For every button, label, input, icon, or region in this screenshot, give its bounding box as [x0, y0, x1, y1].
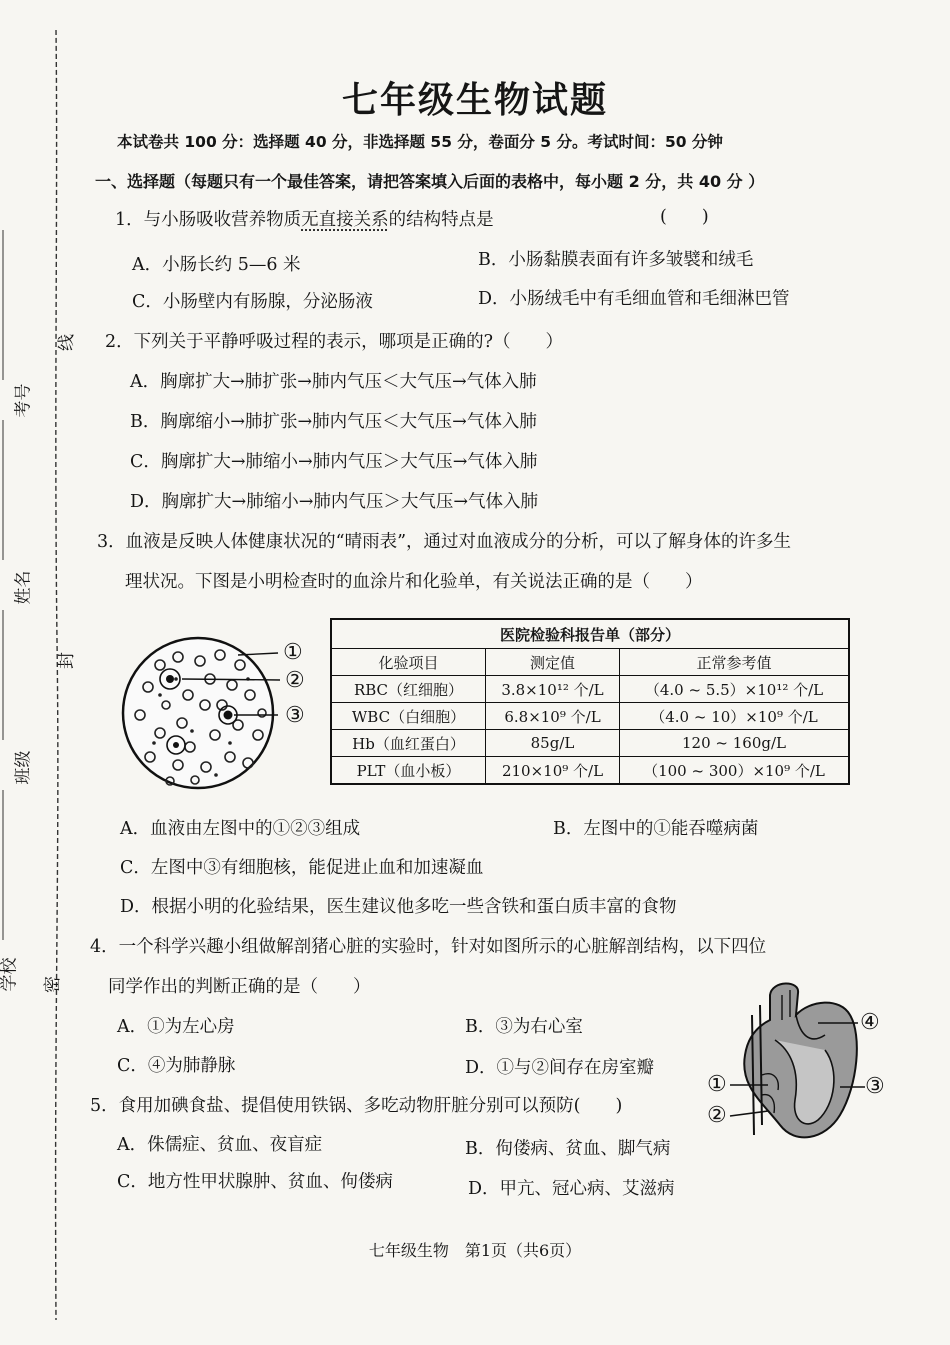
cell: 210×10⁹ 个/L — [486, 757, 620, 785]
binding-line — [0, 0, 90, 1345]
question-3-stem-line2: 理状况。下图是小明检查时的血涂片和化验单，有关说法正确的是（ ） — [125, 572, 703, 592]
seal-mi-mark: 密 — [43, 976, 63, 993]
q2-option-d: D．胸廓扩大→肺缩小→肺内气压＞大气压→气体入肺 — [130, 492, 539, 512]
page-footer: 七年级生物 第1页（共6页） — [368, 1241, 582, 1260]
heart-label-2: ② — [707, 1103, 727, 1128]
table-row — [331, 703, 849, 730]
cell: 6.8×10⁹ 个/L — [486, 703, 620, 730]
cell: （4.0 ~ 10）×10⁹ 个/L — [620, 703, 850, 730]
q5-option-a: A．侏儒症、贫血、夜盲症 — [117, 1135, 323, 1155]
page-title: 七年级生物试题 — [341, 80, 608, 121]
heart-label-1: ① — [707, 1072, 727, 1097]
cell: （100 ~ 300）×10⁹ 个/L — [620, 757, 850, 785]
q3-option-d: D．根据小明的化验结果，医生建议他多吃一些含铁和蛋白质丰富的食物 — [120, 897, 677, 917]
seal-feng-mark: 封 — [57, 652, 77, 669]
smear-label-1: ① — [283, 640, 303, 665]
cell: Hb（血红蛋白） — [331, 730, 486, 757]
q5-option-c: C．地方性甲状腺肿、贫血、佝偻病 — [117, 1172, 393, 1192]
school-label: 学校 — [0, 957, 20, 992]
cell: 3.8×10¹² 个/L — [486, 676, 620, 703]
q2-option-a: A．胸廓扩大→肺扩张→肺内气压＜大气压→气体入肺 — [130, 372, 537, 392]
q4-option-a: A．①为左心房 — [117, 1017, 235, 1037]
cell: 120 ~ 160g/L — [620, 730, 850, 757]
table-row — [331, 676, 849, 703]
table-header-row — [331, 649, 849, 676]
header-value: 测定值 — [486, 649, 620, 676]
cell: PLT（血小板） — [331, 757, 486, 785]
report-caption: 医院检验科报告单（部分） — [331, 619, 849, 649]
smear-label-2: ② — [285, 668, 305, 693]
q5-option-d: D．甲亢、冠心病、艾滋病 — [468, 1179, 675, 1199]
q3-option-b: B．左图中的①能吞噬病菌 — [553, 819, 759, 839]
q3-option-a: A．血液由左图中的①②③组成 — [120, 819, 361, 839]
q2-option-c: C．胸廓扩大→肺缩小→肺内气压＞大气压→气体入肺 — [130, 452, 538, 472]
question-5-stem: 5．食用加碘食盐、提倡使用铁锅、多吃动物肝脏分别可以预防( ) — [90, 1096, 623, 1116]
class-label: 班级 — [13, 750, 34, 785]
q4-option-c: C．④为肺静脉 — [117, 1056, 236, 1076]
heart-label-3: ③ — [865, 1074, 885, 1099]
q1-option-d: D．小肠绒毛中有毛细血管和毛细淋巴管 — [478, 289, 790, 309]
q1-option-a: A．小肠长约 5—6 米 — [132, 255, 301, 275]
question-4-stem-line2: 同学作出的判断正确的是（ ） — [108, 977, 371, 997]
seal-line-mark: 线 — [57, 334, 77, 351]
q4-option-d: D．①与②间存在房室瓣 — [465, 1058, 655, 1078]
header-reference: 正常参考值 — [620, 649, 850, 676]
cell: RBC（红细胞） — [331, 676, 486, 703]
question-2-stem: 2．下列关于平静呼吸过程的表示，哪项是正确的?（ ） — [105, 332, 564, 352]
heart-label-4: ④ — [860, 1010, 880, 1035]
header-item: 化验项目 — [331, 649, 486, 676]
q1-option-b: B．小肠黏膜表面有许多皱襞和绒毛 — [478, 250, 754, 270]
q3-option-c: C．左图中③有细胞核，能促进止血和加速凝血 — [120, 858, 484, 878]
lab-report-table — [330, 618, 850, 785]
exam-number-label: 考号 — [13, 383, 34, 418]
cell: 85g/L — [486, 730, 620, 757]
name-label: 姓名 — [13, 570, 34, 605]
question-1-stem: 1．与小肠吸收营养物质无直接关系的结构特点是 — [115, 210, 494, 230]
question-3-stem-line1: 3．血液是反映人体健康状况的“晴雨表”，通过对血液成分的分析，可以了解身体的许多生 — [97, 532, 792, 552]
cell: WBC（白细胞） — [331, 703, 486, 730]
q2-option-b: B．胸廓缩小→肺扩张→肺内气压＜大气压→气体入肺 — [130, 412, 537, 432]
q4-option-b: B．③为右心室 — [465, 1017, 583, 1037]
q1-option-c: C．小肠壁内有肠腺，分泌肠液 — [132, 292, 373, 312]
cell: （4.0 ~ 5.5）×10¹² 个/L — [620, 676, 850, 703]
question-4-stem-line1: 4．一个科学兴趣小组做解剖猪心脏的实验时，针对如图所示的心脏解剖结构，以下四位 — [90, 937, 767, 957]
smear-label-3: ③ — [285, 703, 305, 728]
table-row — [331, 730, 849, 757]
exam-info: 本试卷共 100 分：选择题 40 分，非选择题 55 分，卷面分 5 分。考试时间：50 分钟 — [117, 133, 723, 151]
question-1-answer-paren: ( ) — [660, 207, 709, 227]
q5-option-b: B．佝偻病、贫血、脚气病 — [465, 1139, 671, 1159]
table-row — [331, 757, 849, 785]
section-heading: 一、选择题（每题只有一个最佳答案，请把答案填入后面的表格中，每小题 2 分，共 40 分 ） — [95, 172, 765, 191]
heart-diagram — [700, 975, 900, 1155]
